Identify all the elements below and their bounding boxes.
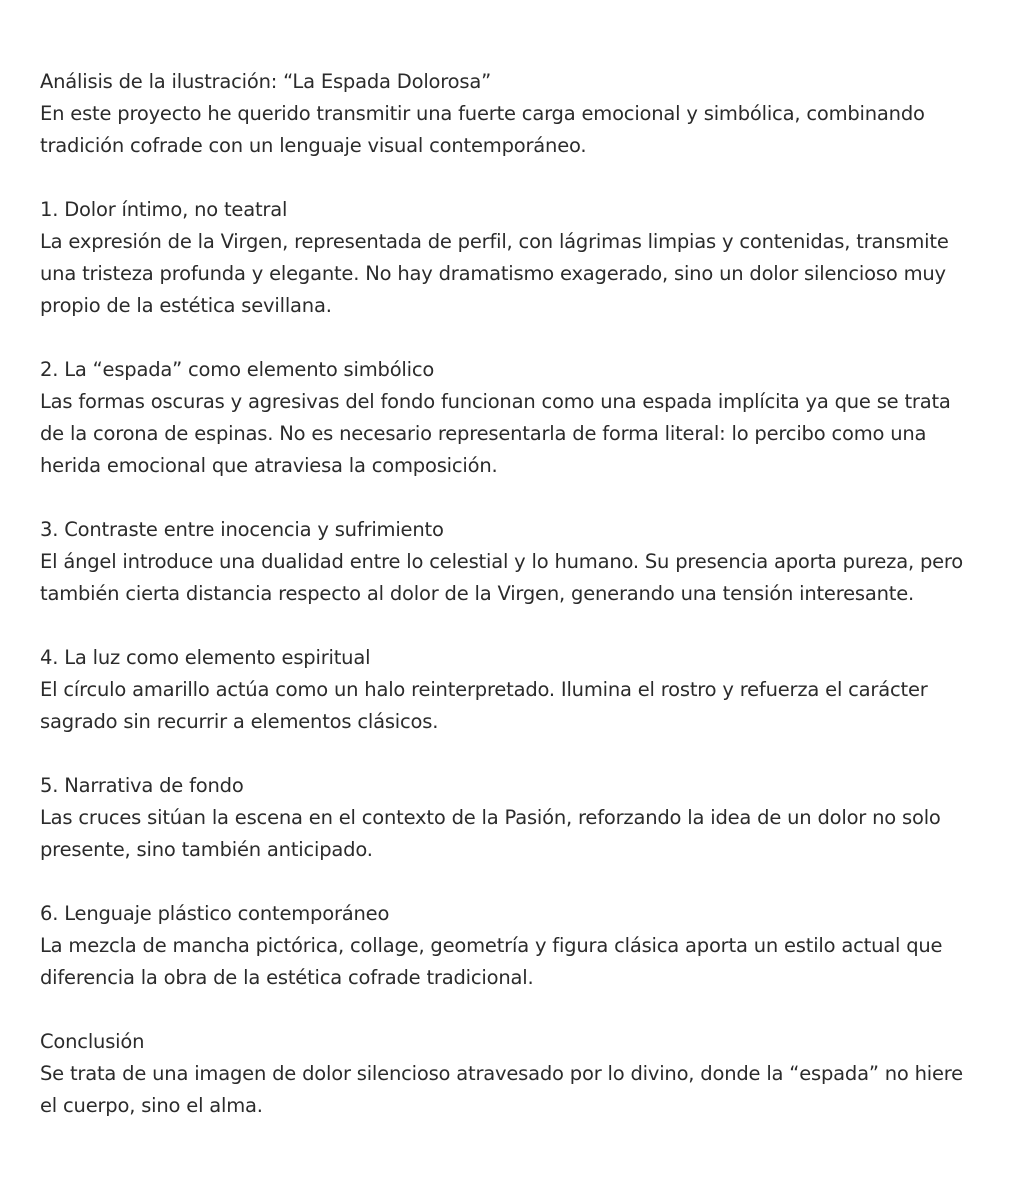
- conclusion-section: [40, 1026, 1000, 1122]
- section-heading: Conclusión: [40, 1030, 145, 1053]
- section-heading: 5. Narrativa de fondo: [40, 774, 244, 797]
- section-6: [40, 898, 1000, 994]
- section-4: [40, 642, 1000, 738]
- section-3: [40, 514, 1000, 610]
- paragraph-gap: [40, 482, 1000, 514]
- section-line: Se trata de una imagen de dolor silencioso atravesado por lo divino, donde la “espada” no hiere: [40, 1062, 963, 1085]
- section-line: herida emocional que atraviesa la composición.: [40, 454, 498, 477]
- intro-block: [40, 66, 1000, 162]
- section-line: diferencia la obra de la estética cofrade tradicional.: [40, 966, 534, 989]
- document-title: Análisis de la ilustración: “La Espada Dolorosa”: [40, 70, 491, 93]
- section-heading: 4. La luz como elemento espiritual: [40, 646, 371, 669]
- intro-line: tradición cofrade con un lenguaje visual contemporáneo.: [40, 134, 587, 157]
- section-line: una tristeza profunda y elegante. No hay dramatismo exagerado, sino un dolor silencioso muy: [40, 262, 946, 285]
- paragraph-gap: [40, 610, 1000, 642]
- section-line: El círculo amarillo actúa como un halo reinterpretado. Ilumina el rostro y refuerza el carácter: [40, 678, 928, 701]
- section-1: [40, 194, 1000, 322]
- section-heading: 6. Lenguaje plástico contemporáneo: [40, 902, 390, 925]
- section-line: de la corona de espinas. No es necesario representarla de forma literal: lo percibo como una: [40, 422, 927, 445]
- section-line: también cierta distancia respecto al dolor de la Virgen, generando una tensión interesante.: [40, 582, 915, 605]
- paragraph-gap: [40, 162, 1000, 194]
- section-line: propio de la estética sevillana.: [40, 294, 332, 317]
- document-body: [40, 66, 1000, 1122]
- paragraph-gap: [40, 866, 1000, 898]
- section-heading: 2. La “espada” como elemento simbólico: [40, 358, 435, 381]
- section-line: Las cruces sitúan la escena en el contexto de la Pasión, reforzando la idea de un dolor no solo: [40, 806, 941, 829]
- section-2: [40, 354, 1000, 482]
- section-heading: 1. Dolor íntimo, no teatral: [40, 198, 288, 221]
- section-line: La mezcla de mancha pictórica, collage, geometría y figura clásica aporta un estilo actual que: [40, 934, 943, 957]
- section-line: El ángel introduce una dualidad entre lo celestial y lo humano. Su presencia aporta pureza, pero: [40, 550, 964, 573]
- section-line: el cuerpo, sino el alma.: [40, 1094, 263, 1117]
- section-heading: 3. Contraste entre inocencia y sufrimiento: [40, 518, 444, 541]
- section-line: Las formas oscuras y agresivas del fondo funcionan como una espada implícita ya que se trata: [40, 390, 951, 413]
- paragraph-gap: [40, 994, 1000, 1026]
- section-line: La expresión de la Virgen, representada de perfil, con lágrimas limpias y contenidas, transmite: [40, 230, 949, 253]
- section-line: presente, sino también anticipado.: [40, 838, 373, 861]
- paragraph-gap: [40, 322, 1000, 354]
- section-5: [40, 770, 1000, 866]
- paragraph-gap: [40, 738, 1000, 770]
- intro-line: En este proyecto he querido transmitir una fuerte carga emocional y simbólica, combinando: [40, 102, 925, 125]
- section-line: sagrado sin recurrir a elementos clásicos.: [40, 710, 439, 733]
